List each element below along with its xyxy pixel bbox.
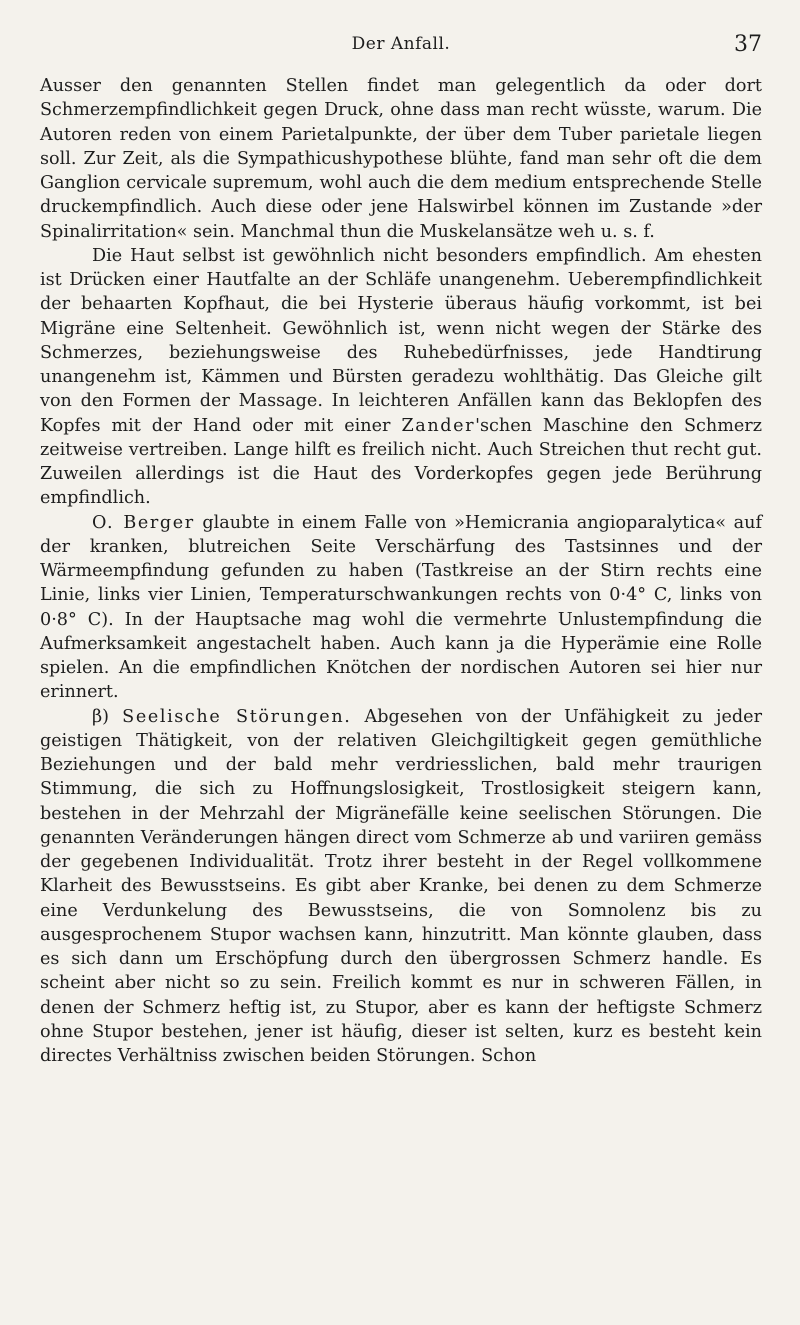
paragraph-3 xyxy=(40,511,762,705)
paragraph-2-text: Die Haut selbst ist gewöhnlich nicht besonders empfindlich. Am ehesten ist Drücken einer Hautfalte an der Schläfe unangenehm. Ueberempfindlichkeit der behaarten Kopfhaut, die bei Hysterie überaus häufig vorkommt, ist bei Migräne eine Seltenheit. Gewöhnlich ist, wenn nicht wegen der Stärke des Schmerzes, beziehungsweise des Ruhebedürfnisses, jede Handtirung unangenehm ist, Kämmen und Bürsten geradezu wohlthätig. Das Gleiche gilt von den Formen der Massage. In leichteren Anfällen kann das Beklopfen des Kopfes mit der Hand oder mit einer xyxy=(40,245,762,436)
paragraph-4-text-after: Abgesehen von der Unfähigkeit zu jeder geistigen Thätigkeit, von der relativen Gleichgiltigkeit gegen gemüthliche Beziehungen und der bald mehr verdriesslichen, bald mehr traurigen Stimmung, die sich zu Hoffnungslosigkeit, Trostlosigkeit steigern kann, bestehen in der Mehrzahl der Migränefälle keine seelischen Störungen. Die genannten Veränderungen hängen direct vom Schmerze ab und variiren gemäss der gegebenen Individualität. Trotz ihrer besteht in der Regel vollkommene Klarheit des Bewusstseins. Es gibt aber Kranke, bei denen zu dem Schmerze eine Verdunkelung des Bewusstseins, die von Somnolenz bis zu ausgesprochenem Stupor wachsen kann, hinzutritt. Man könnte glauben, dass es sich dann um Erschöpfung durch den übergrossen Schmerz handle. Es scheint aber nicht so zu sein. Freilich kommt es nur in schweren Fällen, in denen der Schmerz heftig ist, zu Stupor, aber es kann der heftigste Schmerz ohne Stupor bestehen, jener ist häufig, dieser ist selten, kurz es besteht kein directes Verhältniss zwischen beiden Störungen. Schon xyxy=(40,706,762,1066)
page-header xyxy=(40,28,762,74)
paragraph-2-text-after: 'schen Maschine den Schmerz zeitweise vertreiben. Lange hilft es freilich nicht. Auch Streichen thut recht gut. Zuweilen allerdings ist die Haut des Vorderkopfes gegen jede Berührung empfindlich. xyxy=(40,415,762,509)
paragraph-4-marker: β) xyxy=(92,706,123,727)
body-text xyxy=(40,74,762,1068)
paragraph-2-name-zander: Zander xyxy=(401,415,476,436)
paragraph-1 xyxy=(40,74,762,244)
paragraph-2 xyxy=(40,244,762,511)
paragraph-3-text-after: glaubte in einem Falle von »Hemicrania angioparalytica« auf der kranken, blutreichen Seite Verschärfung des Tastsinnes und der Wärmeempfindung gefunden zu haben (Tastkreise an der Stirn rechts eine Linie, links vier Linien, Temperaturschwankungen rechts von 0·4° C, links von 0·8° C). In der Hauptsache mag wohl die vermehrte Unlustempfindung die Aufmerksamkeit angestachelt haben. Auch kann ja die Hyperämie eine Rolle spielen. An die empfindlichen Knötchen der nordischen Autoren sei hier nur erinnert. xyxy=(40,512,762,703)
page-number: 37 xyxy=(734,32,762,57)
paragraph-4 xyxy=(40,705,762,1069)
paragraph-3-name-berger: O. Berger xyxy=(92,512,195,533)
paragraph-1-text: Ausser den genannten Stellen findet man gelegentlich da oder dort Schmerzempfindlichkeit gegen Druck, ohne dass man recht wüsste, warum. Die Autoren reden von einem Parietalpunkte, der über dem Tuber parietale liegen soll. Zur Zeit, als die Sympathicushypothese blühte, fand man sehr oft die dem Ganglion cervicale supremum, wohl auch die dem medium entsprechende Stelle druckempfindlich. Auch diese oder jene Halswirbel können im Zustande »der Spinalirritation« sein. Manchmal thun die Muskelansätze weh u. s. f. xyxy=(40,76,762,242)
running-title: Der Anfall. xyxy=(351,34,451,54)
section-heading-seelische-stoerungen: Seelische Störungen. xyxy=(122,706,352,727)
